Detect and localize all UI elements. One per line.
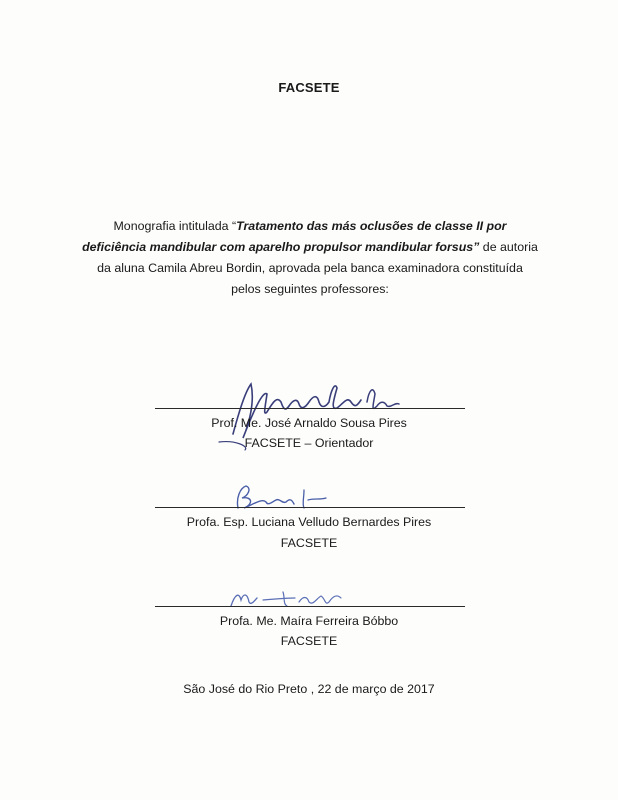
signature-line-1: [155, 408, 465, 409]
signature-line-2: [155, 507, 465, 508]
examiner-role-1: FACSETE – Orientador: [244, 436, 374, 450]
examiner-name-1: Prof. Me. José Arnaldo Sousa Pires: [211, 416, 407, 430]
institution-header: FACSETE: [278, 80, 340, 95]
examiner-name-3: Profa. Me. Maíra Ferreira Bóbbo: [219, 614, 399, 628]
handwritten-signature-2: [222, 480, 342, 514]
approval-suffix: de autoria da aluna Camila Abreu Bordin, aprovada pela banca examinadora constituída pelos seguintes professores:: [97, 240, 538, 296]
signature-line-3: [155, 606, 465, 607]
place-and-date: São José do Rio Preto , 22 de março de 2017: [183, 682, 435, 696]
approval-prefix: Monografia intitulada “: [113, 219, 237, 233]
examiner-role-3: FACSETE: [280, 634, 338, 648]
approval-paragraph: [82, 216, 538, 300]
handwritten-signature-3: [225, 584, 355, 614]
monograph-title: Tratamento das más oclusões de classe II por deficiência mandibular com aparelho propulsor mandibular forsus”: [82, 219, 507, 254]
examiner-name-2: Profa. Esp. Luciana Velludo Bernardes Pires: [186, 515, 432, 529]
examiner-role-2: FACSETE: [280, 536, 338, 550]
